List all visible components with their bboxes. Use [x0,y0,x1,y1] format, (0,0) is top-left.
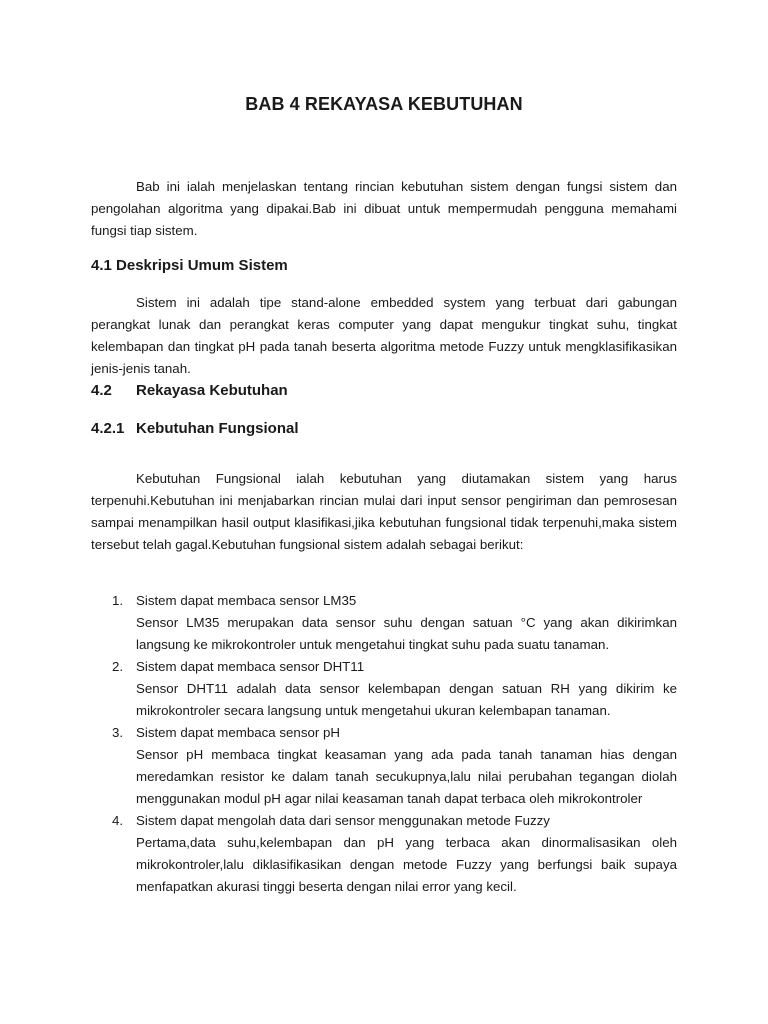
section-4-2-1-number: 4.2.1 [91,420,125,437]
list-item-title: Sistem dapat membaca sensor DHT11 [136,659,365,674]
section-4-2-1-paragraph: Kebutuhan Fungsional ialah kebutuhan yang diutamakan sistem yang harus terpenuhi.Kebutuhan ini menjabarkan rincian mulai dari input sensor pengiriman dan pemrosesan sampai menampilkan hasil output klasifikasi,jika kebutuhan fungsional tidak terpenuhi,maka sistem tersebut telah gagal.Kebutuhan fungsional sistem adalah sebagai berikut: [91,471,677,552]
section-4-1-paragraph: Sistem ini adalah tipe stand-alone embedded system yang terbuat dari gabungan perangkat lunak dan perangkat keras computer yang dapat mengukur tingkat suhu, tingkat kelembapan dan tingkat pH pada tanah beserta algoritma metode Fuzzy untuk mengklasifikasikan jenis-jenis tanah. [91,295,677,376]
list-item-description: Sensor LM35 merupakan data sensor suhu dengan satuan °C yang akan dikirimkan langsung ke mikrokontroler untuk mengetahui tingkat suhu pada suatu tanaman. [136,615,677,652]
section-4-2-title: Rekayasa Kebutuhan [136,382,288,399]
list-item-description: Pertama,data suhu,kelembapan dan pH yang terbaca akan dinormalisasikan oleh mikrokontroler,lalu diklasifikasikan dengan metode Fuzzy yang berfungsi baik supaya menfapatkan akurasi tinggi beserta dengan nilai error yang kecil. [136,835,677,894]
list-item-title: Sistem dapat mengolah data dari sensor menggunakan metode Fuzzy [136,813,550,828]
list-item-description: Sensor DHT11 adalah data sensor kelembapan dengan satuan RH yang dikirim ke mikrokontroler secara langsung untuk mengetahui ukuran kelembapan tanaman. [136,681,677,718]
list-marker: 3. [112,725,124,740]
list-item-description: Sensor pH membaca tingkat keasaman yang ada pada tanah tanaman hias dengan meredamkan resistor ke dalam tanah secukupnya,lalu nilai perubahan tegangan diolah menggunakan modul pH agar nilai keasaman tanah dapat terbaca oleh mikrokontroler [136,747,677,806]
list-item-title: Sistem dapat membaca sensor pH [136,725,340,740]
intro-paragraph: Bab ini ialah menjelaskan tentang rincian kebutuhan sistem dengan fungsi sistem dan pengolahan algoritma yang dipakai.Bab ini dibuat untuk mempermudah pengguna memahami fungsi tiap sistem. [91,179,677,238]
section-4-2-heading [91,382,288,399]
section-4-1-heading: 4.1 Deskripsi Umum Sistem [91,257,288,274]
list-item [91,722,677,810]
list-item [91,590,677,656]
section-4-2-1-heading [91,420,299,437]
list-item-title: Sistem dapat membaca sensor LM35 [136,593,357,608]
list-marker: 2. [112,659,124,674]
list-item [91,810,677,898]
requirements-list [91,590,677,898]
list-marker: 1. [112,593,124,608]
section-4-2-number: 4.2 [91,382,112,399]
section-4-2-1-title: Kebutuhan Fungsional [136,420,299,437]
chapter-title: BAB 4 REKAYASA KEBUTUHAN [245,94,523,114]
list-item [91,656,677,722]
list-marker: 4. [112,813,124,828]
